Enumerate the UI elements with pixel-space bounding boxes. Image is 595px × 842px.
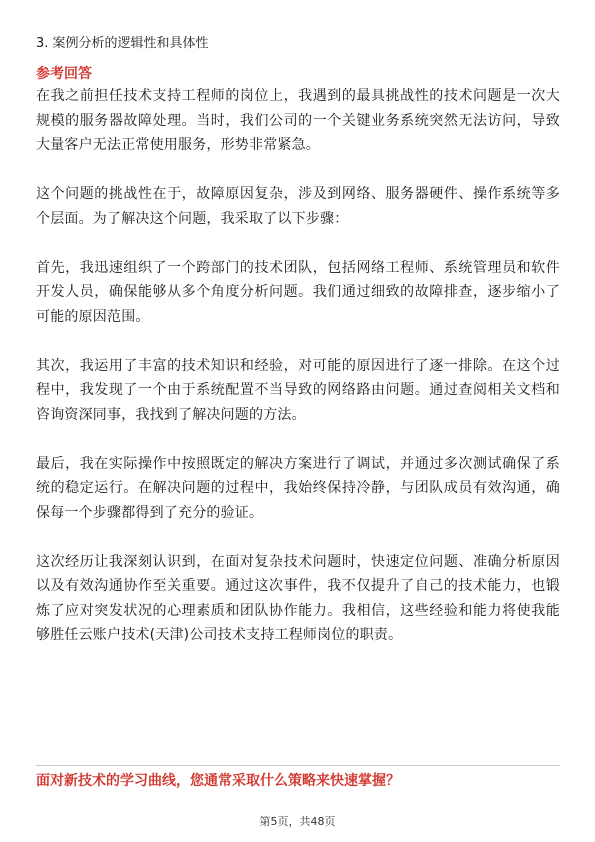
answer-section bbox=[36, 34, 560, 648]
section-divider bbox=[36, 765, 560, 766]
answer-paragraph-6: 这次经历让我深刻认识到，在面对复杂技术问题时，快速定位问题、准确分析原因以及有效沟通协作至关重要。通过这次事件，我不仅提升了自己的技术能力，也锻炼了应对突发状况的心理素质和团队协作能力。我相信，这些经验和能力将使我能够胜任云账户技术(天津)公司技术支持工程师岗位的职责。 bbox=[36, 553, 560, 643]
page-footer bbox=[0, 815, 595, 829]
answer-paragraph-5: 最后，我在实际操作中按照既定的解决方案进行了调试，并通过多次测试确保了系统的稳定运行。在解决问题的过程中，我始终保持冷静，与团队成员有效沟通，确保每一个步骤都得到了充分的验证。 bbox=[36, 455, 560, 521]
page-indicator: 第5页，共48页 bbox=[259, 815, 336, 828]
reference-answer-label: 参考回答 bbox=[36, 66, 92, 82]
next-question-heading: 面对新技术的学习曲线，您通常采取什么策略来快速掌握？ bbox=[36, 773, 400, 789]
answer-paragraph-4: 其次，我运用了丰富的技术知识和经验，对可能的原因进行了逐一排除。在这个过程中，我发现了一个由于系统配置不当导致的网络路由问题。通过查阅相关文档和咨询资深同事，我找到了解决问题的方法。 bbox=[36, 357, 560, 423]
answer-paragraph-1: 在我之前担任技术支持工程师的岗位上，我遇到的最具挑战性的技术问题是一次大规模的服务器故障处理。当时，我们公司的一个关键业务系统突然无法访问，导致大量客户无法正常使用服务，形势非常紧急。 bbox=[36, 88, 560, 153]
answer-paragraph-3: 首先，我迅速组织了一个跨部门的技术团队，包括网络工程师、系统管理员和软件开发人员，确保能够从多个角度分析问题。我们通过细致的故障排查，逐步缩小了可能的原因范围。 bbox=[36, 259, 560, 325]
evaluation-criteria: 3. 案例分析的逻辑性和具体性 bbox=[36, 36, 209, 51]
answer-paragraph-2: 这个问题的挑战性在于，故障原因复杂，涉及到网络、服务器硬件、操作系统等多个层面。为了解决这个问题，我采取了以下步骤： bbox=[36, 186, 560, 227]
